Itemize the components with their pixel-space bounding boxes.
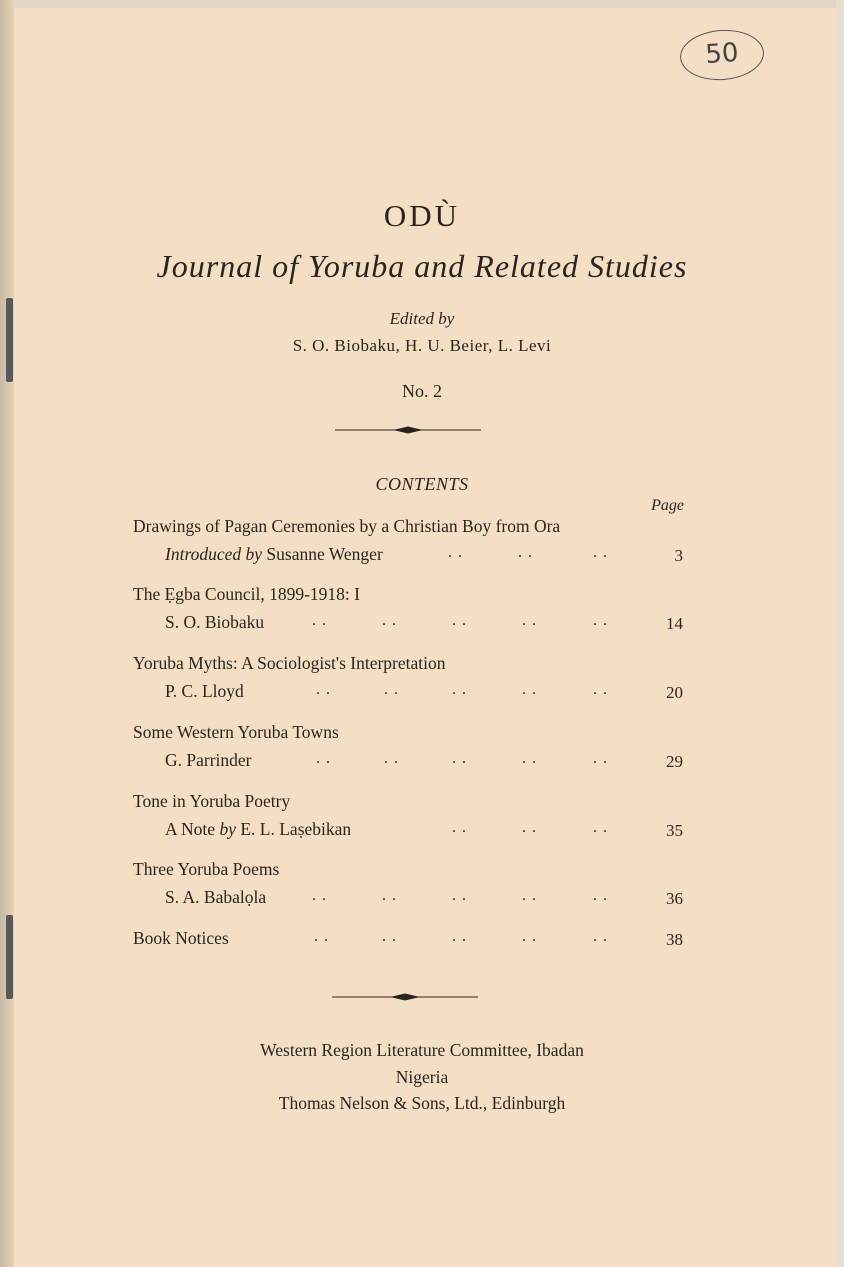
leader-dots: . . xyxy=(593,544,608,561)
toc-entry-author: S. O. Biobaku xyxy=(165,612,265,632)
leader-dots: . . xyxy=(448,544,463,561)
ornament-divider-top xyxy=(335,425,481,435)
toc-page-number: 38 xyxy=(666,930,683,949)
leader-dots: . . xyxy=(518,544,533,561)
leader-dots: . . xyxy=(384,750,399,767)
leader-dots: . . xyxy=(593,819,608,836)
leader-dots: . . xyxy=(593,750,608,767)
toc-page-number: 29 xyxy=(666,752,683,771)
toc-entry-title: The Ẹgba Council, 1899-1918: I xyxy=(133,584,360,604)
toc-page-number: 3 xyxy=(674,546,683,565)
leader-dots: . . xyxy=(382,612,397,629)
leader-dots: . . xyxy=(452,928,467,945)
contents-heading: CONTENTS xyxy=(375,474,469,494)
author-name: Susanne Wenger xyxy=(266,544,383,564)
leader-dots: . . xyxy=(522,681,537,698)
leader-dots: . . xyxy=(522,928,537,945)
leader-dots: . . xyxy=(593,887,608,904)
toc-entry-title: Yoruba Myths: A Sociologist's Interpretation xyxy=(133,653,446,673)
leader-dots: . . xyxy=(452,819,467,836)
toc-entry-title: Three Yoruba Poems xyxy=(133,859,280,879)
leader-dots: . . xyxy=(312,612,327,629)
leader-dots: . . xyxy=(316,681,331,698)
journal-title: ODÙ xyxy=(383,198,461,233)
publisher-line-2: Nigeria xyxy=(395,1067,449,1087)
author-name: E. L. Laṣebikan xyxy=(240,819,352,839)
toc-entry-title: Some Western Yoruba Towns xyxy=(133,722,339,742)
leader-dots: . . xyxy=(452,612,467,629)
toc-entry-author xyxy=(165,819,351,840)
leader-dots: . . xyxy=(314,928,329,945)
leader-dots: . . xyxy=(452,750,467,767)
author-prefix: A Note xyxy=(165,819,216,839)
toc-entry-author: S. A. Babalọla xyxy=(165,887,267,907)
page-top-edge xyxy=(0,0,844,8)
author-prefix: Introduced by xyxy=(165,544,263,564)
leader-dots: . . xyxy=(593,612,608,629)
editors-list: S. O. Biobaku, H. U. Beier, L. Levi xyxy=(292,336,552,355)
leader-dots: . . xyxy=(522,612,537,629)
toc-entry-author: P. C. Lloyd xyxy=(165,681,244,701)
leader-dots: . . xyxy=(593,928,608,945)
toc-entry-title: Book Notices xyxy=(133,928,229,948)
leader-dots: . . xyxy=(452,681,467,698)
ornament-divider-bottom xyxy=(332,992,478,1002)
leader-dots: . . xyxy=(312,887,327,904)
leader-dots: . . xyxy=(593,681,608,698)
leader-dots: . . xyxy=(382,887,397,904)
leader-dots: . . xyxy=(522,887,537,904)
staple-bottom xyxy=(6,915,13,999)
journal-subtitle: Journal of Yoruba and Related Studies xyxy=(156,248,688,284)
edited-by-label: Edited by xyxy=(389,309,455,328)
publisher-line-3: Thomas Nelson & Sons, Ltd., Edinburgh xyxy=(278,1093,566,1113)
toc-entry-title: Tone in Yoruba Poetry xyxy=(133,791,291,811)
publisher-line-1: Western Region Literature Committee, Ibadan xyxy=(260,1040,584,1060)
circled-pencil-note: 50 xyxy=(678,27,765,83)
toc-entry-author: G. Parrinder xyxy=(165,750,252,770)
page-column-label: Page xyxy=(651,497,684,514)
toc-page-number: 36 xyxy=(666,889,683,908)
toc-page-number: 20 xyxy=(666,683,683,702)
leader-dots: . . xyxy=(452,887,467,904)
leader-dots: . . xyxy=(382,928,397,945)
toc-page-number: 35 xyxy=(666,821,683,840)
toc-entry-title: Drawings of Pagan Ceremonies by a Christian Boy from Ora xyxy=(133,516,561,536)
leader-dots: . . xyxy=(384,681,399,698)
leader-dots: . . xyxy=(316,750,331,767)
issue-number: No. 2 xyxy=(402,381,442,401)
leader-dots: . . xyxy=(522,750,537,767)
leader-dots: . . xyxy=(522,819,537,836)
author-prefix-by: by xyxy=(219,819,236,839)
toc-page-number: 14 xyxy=(666,614,683,633)
toc-entry-author xyxy=(165,544,383,565)
